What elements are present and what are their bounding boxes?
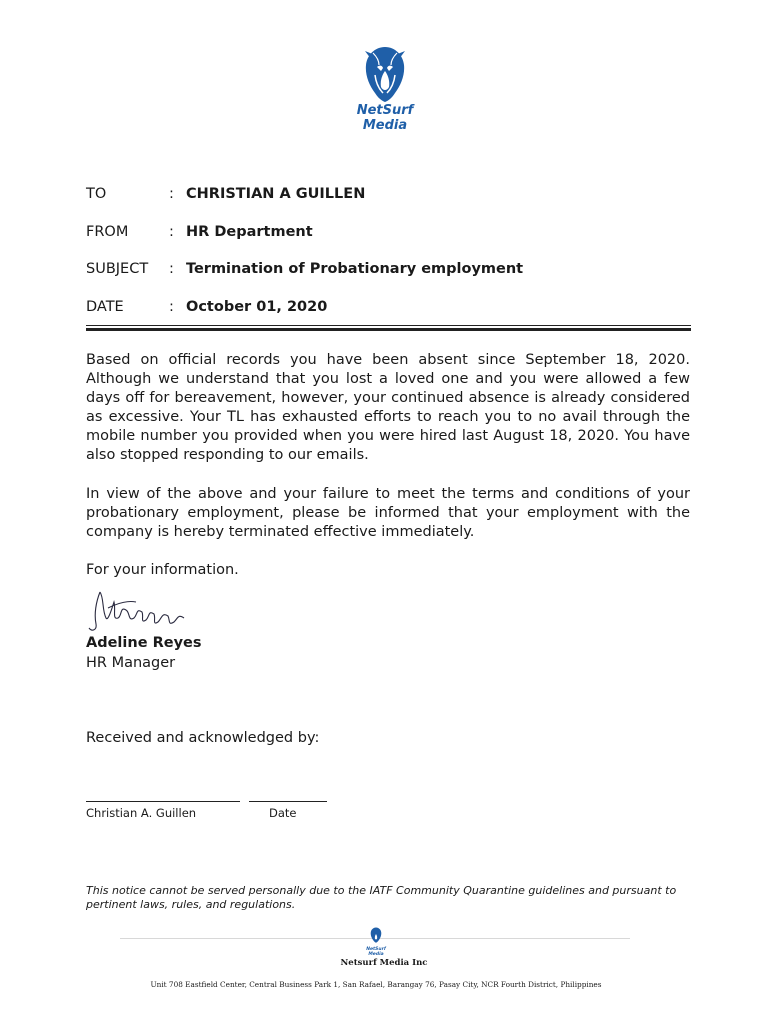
date-label: Date: [269, 806, 297, 820]
signature-image: [86, 588, 196, 636]
memo-label: FROM: [86, 224, 129, 240]
header-divider-thin: [86, 325, 691, 326]
date-signature-line: [249, 801, 327, 802]
memo-colon: :: [169, 299, 174, 315]
footer-logo-text-line1: NetSurf: [366, 947, 386, 952]
memo-label: SUBJECT: [86, 261, 149, 277]
signer-name: Adeline Reyes: [86, 635, 202, 651]
quarantine-notice: This notice cannot be served personally due to the IATF Community Quarantine guidelines and pursuant to pertinent laws, rules, and regulations.: [86, 884, 677, 911]
header-divider-thick: [86, 328, 691, 331]
footer-company-name: Netsurf Media Inc: [340, 958, 428, 968]
memo-label: TO: [86, 186, 107, 202]
memo-value: Termination of Probationary employment: [186, 261, 524, 277]
footer-address: Unit 708 Eastfield Center, Central Business Park 1, San Rafael, Barangay 76, Pasay City, NCR Fourth District, Philippines: [150, 980, 602, 989]
memo-value: CHRISTIAN A GUILLEN: [186, 186, 366, 202]
body-paragraph-3: For your information.: [86, 562, 239, 578]
footer-logo-text-line2: Media: [368, 952, 384, 957]
body-paragraph-2: In view of the above and your failure to meet the terms and conditions of your probationary employment, please be informed that your employment with the company is hereby terminated effective immediately.: [86, 486, 690, 540]
lion-head-icon: [361, 45, 409, 103]
logo-text-line2: Media: [362, 118, 408, 133]
memo-subject-row: [86, 261, 696, 283]
memo-colon: :: [169, 224, 174, 240]
memo-value: October 01, 2020: [186, 299, 328, 315]
recipient-signature-line: [86, 801, 240, 802]
memo-from-row: [86, 224, 696, 246]
memo-label: DATE: [86, 299, 124, 315]
logo-text-line1: NetSurf: [356, 103, 414, 118]
memo-value: HR Department: [186, 224, 313, 240]
recipient-name-label: Christian A. Guillen: [86, 806, 197, 820]
signer-title: HR Manager: [86, 655, 176, 671]
memo-date-row: [86, 299, 696, 321]
memo-to-row: [86, 186, 696, 208]
body-paragraph-1: Based on official records you have been absent since September 18, 2020. Although we understand that you lost a loved one and you were allowed a few days off for bereavement, however, your continued absence is already considered as excessive. Your TL has exhausted efforts to reach you to no avail through the mobile number you provided when you were hired last August 18, 2020. You have also stopped responding to our emails.: [86, 352, 690, 463]
footer-logo: [364, 927, 388, 957]
memo-colon: :: [169, 261, 174, 277]
company-logo: [350, 45, 420, 133]
footer-lion-head-icon: [369, 927, 383, 943]
acknowledgement-heading: Received and acknowledged by:: [86, 730, 320, 746]
memo-colon: :: [169, 186, 174, 202]
